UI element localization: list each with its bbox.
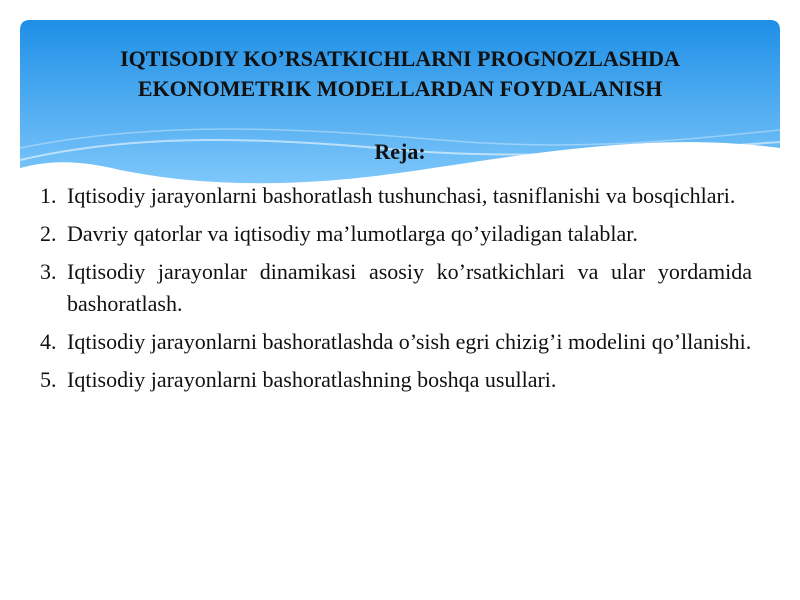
slide-title — [30, 44, 770, 104]
plan-item — [40, 326, 752, 358]
plan-item-number: 5. — [40, 367, 57, 392]
plan-item-number: 1. — [40, 183, 57, 208]
plan-list — [40, 180, 752, 402]
plan-item-number: 4. — [40, 329, 57, 354]
slide-title-line-1: IQTISODIY KOʼRSATKICHLARNI PROGNOZLASHDA — [120, 46, 680, 71]
plan-item-text: Iqtisodiy jarayonlarni bashoratlash tushunchasi, tasniflanishi va bosqichlari. — [67, 183, 736, 208]
plan-item-text: Davriy qatorlar va iqtisodiy ma’lumotlarga qo’yiladigan talablar. — [67, 221, 638, 246]
plan-item — [40, 256, 752, 320]
slide-title-line-2: EKONOMETRIK MODELLARDAN FOYDALANISH — [137, 76, 663, 101]
plan-heading: Reja: — [374, 139, 426, 164]
plan-item — [40, 364, 752, 396]
plan-item — [40, 218, 752, 250]
plan-item-text: Iqtisodiy jarayonlar dinamikasi asosiy ko’rsatkichlari va ular yordamida bashoratlash. — [67, 259, 752, 316]
plan-item-number: 2. — [40, 221, 57, 246]
plan-item-text: Iqtisodiy jarayonlarni bashoratlashning boshqa usullari. — [67, 367, 557, 392]
plan-item-text: Iqtisodiy jarayonlarni bashoratlashda o’sish egri chizig’i modelini qo’llanishi. — [67, 329, 752, 354]
plan-item — [40, 180, 752, 212]
plan-item-number: 3. — [40, 259, 57, 284]
